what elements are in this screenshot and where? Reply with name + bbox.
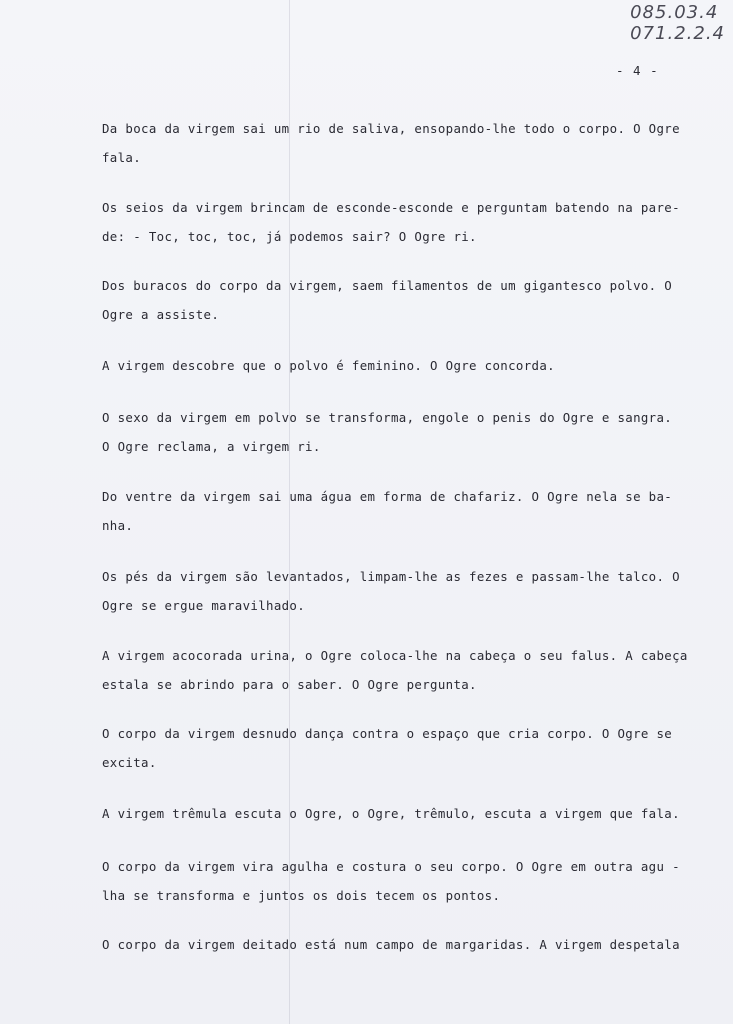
- text-line: nha.: [102, 518, 134, 533]
- text-line: A virgem trêmula escuta o Ogre, o Ogre, trêmulo, escuta a virgem que fala.: [102, 806, 680, 821]
- text-line: O Ogre reclama, a virgem ri.: [102, 439, 321, 454]
- text-line: Ogre a assiste.: [102, 307, 220, 322]
- paragraph: [102, 193, 692, 251]
- paragraph: [102, 114, 692, 172]
- paragraph: [102, 271, 692, 329]
- text-line: excita.: [102, 755, 157, 770]
- text-line: O corpo da virgem deitado está num campo de margaridas. A virgem despetala: [102, 937, 680, 952]
- paragraph: [102, 562, 692, 620]
- text-line: O sexo da virgem em polvo se transforma, engole o penis do Ogre e sangra.: [102, 410, 673, 425]
- archive-number: 071.2.2.4: [630, 23, 725, 44]
- text-line: Os seios da virgem brincam de esconde-esconde e perguntam batendo na pare-: [102, 200, 680, 215]
- text-line: Da boca da virgem sai um rio de saliva, ensopando-lhe todo o corpo. O Ogre: [102, 121, 680, 136]
- paragraph: [102, 403, 692, 461]
- text-line: A virgem acocorada urina, o Ogre coloca-lhe na cabeça o seu falus. A cabeça: [102, 648, 688, 663]
- paragraph: [102, 799, 692, 828]
- paragraph: [102, 351, 692, 380]
- text-line: A virgem descobre que o polvo é feminino. O Ogre concorda.: [102, 358, 555, 373]
- paragraph: [102, 482, 692, 540]
- text-line: Dos buracos do corpo da virgem, saem filamentos de um gigantesco polvo. O: [102, 278, 673, 293]
- text-line: de: - Toc, toc, toc, já podemos sair? O Ogre ri.: [102, 229, 477, 244]
- text-line: estala se abrindo para o saber. O Ogre pergunta.: [102, 677, 477, 692]
- paragraph: [102, 719, 692, 777]
- paragraph: [102, 852, 692, 910]
- page-number: - 4 -: [616, 63, 659, 78]
- text-line: lha se transforma e juntos os dois tecem os pontos.: [102, 888, 501, 903]
- archive-number: 085.03.4: [630, 2, 719, 23]
- text-line: Ogre se ergue maravilhado.: [102, 598, 306, 613]
- text-line: Do ventre da virgem sai uma água em forma de chafariz. O Ogre nela se ba-: [102, 489, 673, 504]
- paragraph: [102, 641, 692, 699]
- text-line: fala.: [102, 150, 142, 165]
- text-line: Os pés da virgem são levantados, limpam-lhe as fezes e passam-lhe talco. O: [102, 569, 680, 584]
- text-line: O corpo da virgem vira agulha e costura o seu corpo. O Ogre em outra agu -: [102, 859, 680, 874]
- text-line: O corpo da virgem desnudo dança contra o espaço que cria corpo. O Ogre se: [102, 726, 673, 741]
- paragraph: [102, 930, 692, 959]
- handwritten-archive-numbers: [630, 2, 725, 44]
